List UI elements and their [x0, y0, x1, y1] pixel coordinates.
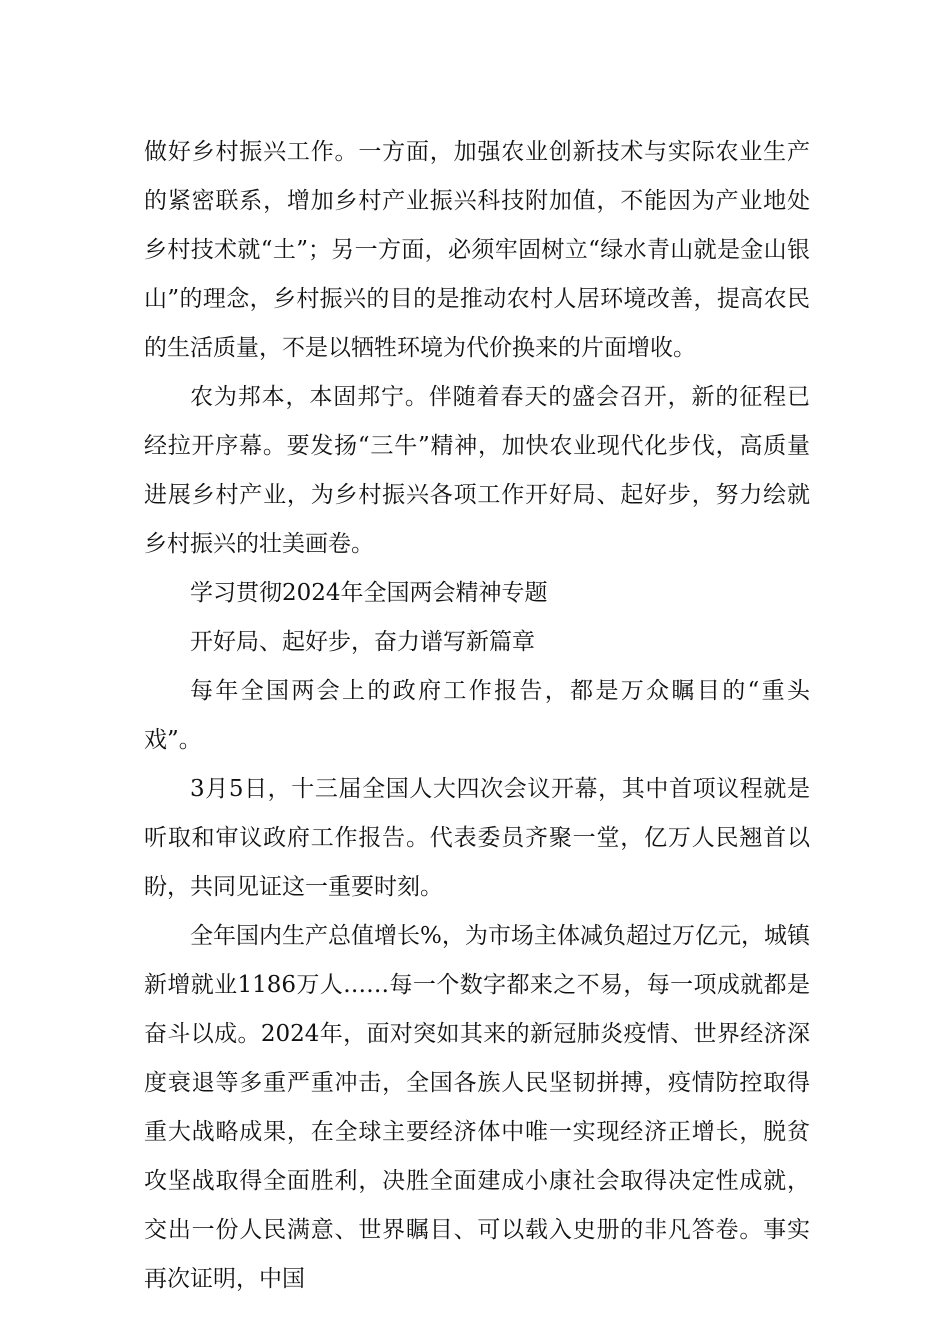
paragraph-continued: 做好乡村振兴工作。一方面，加强农业创新技术与实际农业生产的紧密联系，增加乡村产业振兴科技附加值，不能因为产业地处乡村技术就“土”；另一方面，必须牢固树立“绿水青山就是金山银山”的理念，乡村振兴的目的是推动农村人居环境改善，提高农民的生活质量，不是以牺牲环境为代价换来的片面增收。 [144, 139, 810, 361]
paragraph-achievements: 全年国内生产总值增长%，为市场主体减负超过万亿元，城镇新增就业1186万人……每一个数字都来之不易，每一项成就都是奋斗以成。2024年，面对突如其来的新冠肺炎疫情、世界经济深度衰退等多重严重冲击，全国各族人民坚韧拼搏，疫情防控取得重大战略成果，在全球主要经济体中唯一实现经济正增长，脱贫攻坚战取得全面胜利，决胜全面建成小康社会取得决定性成就，交出一份人民满意、世界瞩目、可以载入史册的非凡答卷。事实再次证明，中国 [144, 923, 810, 1292]
section-heading-topic: 学习贯彻2024年全国两会精神专题 [190, 580, 548, 606]
paragraph-agriculture: 农为邦本，本固邦宁。伴随着春天的盛会召开，新的征程已经拉开序幕。要发扬“三牛”精神，加快农业现代化步伐，高质量进展乡村产业，为乡村振兴各项工作开好局、起好步，努力绘就乡村振兴的壮美画卷。 [144, 384, 810, 557]
document-body [144, 128, 810, 1304]
paragraph-march-5: 3月5日，十三届全国人大四次会议开幕，其中首项议程就是听取和审议政府工作报告。代表委员齐聚一堂，亿万人民翘首以盼，共同见证这一重要时刻。 [144, 776, 810, 900]
section-heading-title: 开好局、起好步，奋力谱写新篇章 [190, 629, 535, 655]
paragraph-work-report: 每年全国两会上的政府工作报告，都是万众瞩目的“重头戏”。 [144, 678, 810, 753]
